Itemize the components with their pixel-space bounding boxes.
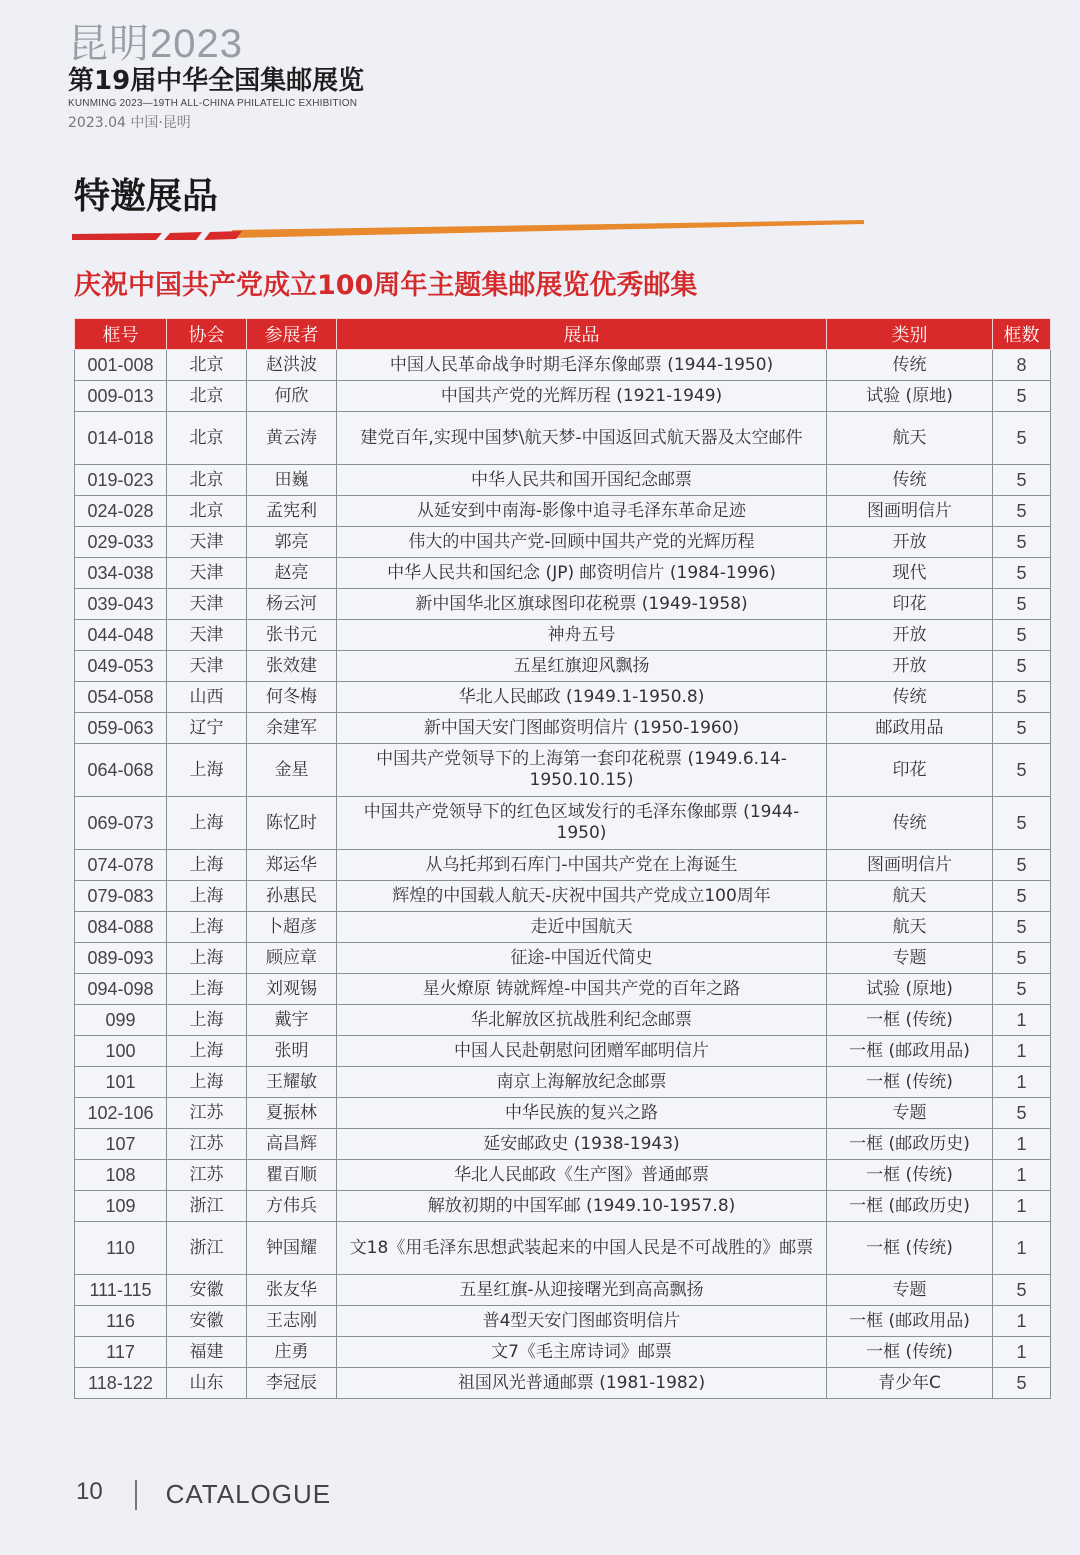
frame-count-cell: 1 [993, 1036, 1051, 1067]
exhibit-title-cell: 征途-中国近代简史 [337, 943, 827, 974]
exhibit-title-cell: 文18《用毛泽东思想武装起来的中国人民是不可战胜的》邮票 [337, 1222, 827, 1275]
table-row [75, 1160, 1051, 1191]
table-row [75, 496, 1051, 527]
frame-number-cell: 034-038 [75, 558, 167, 589]
frame-count-cell: 5 [993, 713, 1051, 744]
exhibitor-cell: 钟国耀 [247, 1222, 337, 1275]
exhibitor-cell: 高昌辉 [247, 1129, 337, 1160]
category-cell: 一框 (传统) [827, 1160, 993, 1191]
category-cell: 开放 [827, 651, 993, 682]
category-cell: 航天 [827, 912, 993, 943]
header-frame-no: 框号 [75, 319, 167, 350]
association-cell: 江苏 [167, 1098, 247, 1129]
table-row [75, 943, 1051, 974]
table-row [75, 1005, 1051, 1036]
section-title: 特邀展品 [74, 176, 219, 217]
header-exhibit: 展品 [337, 319, 827, 350]
table-row [75, 1306, 1051, 1337]
association-cell: 山东 [167, 1368, 247, 1399]
category-cell: 试验 (原地) [827, 974, 993, 1005]
frame-number-cell: 039-043 [75, 589, 167, 620]
association-cell: 上海 [167, 1036, 247, 1067]
divider-red-bar-2 [164, 232, 202, 240]
table-row [75, 412, 1051, 465]
header-exhibitor: 参展者 [247, 319, 337, 350]
exhibitor-cell: 郑运华 [247, 850, 337, 881]
table-row [75, 850, 1051, 881]
frame-count-cell: 5 [993, 381, 1051, 412]
frame-number-cell: 100 [75, 1036, 167, 1067]
association-cell: 浙江 [167, 1191, 247, 1222]
frame-number-cell: 064-068 [75, 744, 167, 797]
exhibitor-cell: 何欣 [247, 381, 337, 412]
exhibit-title-cell: 辉煌的中国载人航天-庆祝中国共产党成立100周年 [337, 881, 827, 912]
header-category: 类别 [827, 319, 993, 350]
frame-number-cell: 069-073 [75, 797, 167, 850]
exhibit-title-cell: 解放初期的中国军邮 (1949.10-1957.8) [337, 1191, 827, 1222]
divider-orange-line [232, 220, 864, 238]
frame-number-cell: 009-013 [75, 381, 167, 412]
category-cell: 印花 [827, 744, 993, 797]
english-subtitle: KUNMING 2023—19TH ALL-CHINA PHILATELIC EXHIBITION [68, 98, 358, 109]
exhibit-title-cell: 伟大的中国共产党-回顾中国共产党的光辉历程 [337, 527, 827, 558]
table-body [75, 350, 1051, 1399]
exhibitor-cell: 顾应章 [247, 943, 337, 974]
frame-count-cell: 1 [993, 1191, 1051, 1222]
frame-count-cell: 5 [993, 1098, 1051, 1129]
frame-number-cell: 059-063 [75, 713, 167, 744]
exhibit-table-wrap [74, 318, 1050, 1399]
exhibitor-cell: 王志刚 [247, 1306, 337, 1337]
association-cell: 江苏 [167, 1160, 247, 1191]
exhibitor-cell: 余建军 [247, 713, 337, 744]
frame-count-cell: 5 [993, 797, 1051, 850]
association-cell: 上海 [167, 974, 247, 1005]
frame-count-cell: 5 [993, 558, 1051, 589]
exhibit-title-cell: 新中国天安门图邮资明信片 (1950-1960) [337, 713, 827, 744]
table-row [75, 620, 1051, 651]
exhibitor-cell: 杨云河 [247, 589, 337, 620]
table-row [75, 558, 1051, 589]
table-row [75, 1275, 1051, 1306]
frame-count-cell: 5 [993, 744, 1051, 797]
exhibitor-cell: 陈忆时 [247, 797, 337, 850]
divider-red-bar-1 [72, 233, 162, 240]
frame-count-cell: 5 [993, 651, 1051, 682]
association-cell: 上海 [167, 744, 247, 797]
category-cell: 开放 [827, 620, 993, 651]
exhibit-title-cell: 中华人民共和国纪念 (JP) 邮资明信片 (1984-1996) [337, 558, 827, 589]
exhibit-title-cell: 新中国华北区旗球图印花税票 (1949-1958) [337, 589, 827, 620]
category-cell: 邮政用品 [827, 713, 993, 744]
table-row [75, 1222, 1051, 1275]
category-cell: 图画明信片 [827, 496, 993, 527]
category-cell: 一框 (邮政历史) [827, 1129, 993, 1160]
association-cell: 江苏 [167, 1129, 247, 1160]
table-row [75, 527, 1051, 558]
category-cell: 一框 (邮政历史) [827, 1191, 993, 1222]
exhibit-title-cell: 祖国风光普通邮票 (1981-1982) [337, 1368, 827, 1399]
category-cell: 专题 [827, 1098, 993, 1129]
frame-count-cell: 1 [993, 1129, 1051, 1160]
exhibitor-cell: 方伟兵 [247, 1191, 337, 1222]
category-cell: 专题 [827, 943, 993, 974]
table-row [75, 1067, 1051, 1098]
footer-label: CATALOGUE [165, 1479, 332, 1510]
exhibitor-cell: 张友华 [247, 1275, 337, 1306]
association-cell: 浙江 [167, 1222, 247, 1275]
category-cell: 印花 [827, 589, 993, 620]
frame-count-cell: 5 [993, 682, 1051, 713]
category-cell: 传统 [827, 682, 993, 713]
frame-number-cell: 049-053 [75, 651, 167, 682]
exhibitor-cell: 张明 [247, 1036, 337, 1067]
association-cell: 北京 [167, 381, 247, 412]
exhibit-title-cell: 从乌托邦到石库门-中国共产党在上海诞生 [337, 850, 827, 881]
exhibit-title-cell: 中国共产党领导下的红色区域发行的毛泽东像邮票 (1944-1950) [337, 797, 827, 850]
exhibitor-cell: 赵亮 [247, 558, 337, 589]
category-cell: 传统 [827, 465, 993, 496]
category-cell: 一框 (传统) [827, 1337, 993, 1368]
frame-number-cell: 074-078 [75, 850, 167, 881]
category-cell: 传统 [827, 350, 993, 381]
association-cell: 上海 [167, 1005, 247, 1036]
association-cell: 上海 [167, 850, 247, 881]
table-row [75, 1129, 1051, 1160]
table-row [75, 381, 1051, 412]
frame-count-cell: 5 [993, 527, 1051, 558]
table-row [75, 881, 1051, 912]
page-number: 10 [76, 1478, 103, 1505]
frame-count-cell: 1 [993, 1337, 1051, 1368]
frame-number-cell: 014-018 [75, 412, 167, 465]
divider-red-bar-3 [204, 231, 242, 240]
table-row [75, 350, 1051, 381]
exhibitor-cell: 瞿百顺 [247, 1160, 337, 1191]
category-cell: 一框 (传统) [827, 1005, 993, 1036]
exhibit-title-cell: 文7《毛主席诗词》邮票 [337, 1337, 827, 1368]
exhibition-header [68, 22, 364, 134]
exhibit-title-cell: 从延安到中南海-影像中追寻毛泽东革命足迹 [337, 496, 827, 527]
collection-subtitle: 庆祝中国共产党成立100周年主题集邮展览优秀邮集 [74, 270, 698, 301]
exhibit-title-cell: 星火燎原 铸就辉煌-中国共产党的百年之路 [337, 974, 827, 1005]
association-cell: 上海 [167, 912, 247, 943]
frame-count-cell: 1 [993, 1306, 1051, 1337]
association-cell: 上海 [167, 881, 247, 912]
frame-count-cell: 5 [993, 412, 1051, 465]
exhibition-title: 第19届中华全国集邮展览 [68, 66, 365, 96]
frame-count-cell: 8 [993, 350, 1051, 381]
exhibit-title-cell: 华北解放区抗战胜利纪念邮票 [337, 1005, 827, 1036]
frame-number-cell: 089-093 [75, 943, 167, 974]
category-cell: 一框 (邮政用品) [827, 1036, 993, 1067]
exhibitor-cell: 张书元 [247, 620, 337, 651]
frame-number-cell: 118-122 [75, 1368, 167, 1399]
frame-number-cell: 111-115 [75, 1275, 167, 1306]
frame-number-cell: 117 [75, 1337, 167, 1368]
exhibitor-cell: 卜超彦 [247, 912, 337, 943]
frame-count-cell: 5 [993, 1368, 1051, 1399]
association-cell: 安徽 [167, 1306, 247, 1337]
exhibit-title-cell: 中华民族的复兴之路 [337, 1098, 827, 1129]
category-cell: 航天 [827, 881, 993, 912]
category-cell: 青少年C [827, 1368, 993, 1399]
exhibit-title-cell: 华北人民邮政《生产图》普通邮票 [337, 1160, 827, 1191]
exhibit-title-cell: 普4型天安门图邮资明信片 [337, 1306, 827, 1337]
category-cell: 一框 (邮政用品) [827, 1306, 993, 1337]
frame-number-cell: 029-033 [75, 527, 167, 558]
exhibitor-cell: 孙惠民 [247, 881, 337, 912]
association-cell: 福建 [167, 1337, 247, 1368]
association-cell: 上海 [167, 797, 247, 850]
exhibitor-cell: 金星 [247, 744, 337, 797]
category-cell: 专题 [827, 1275, 993, 1306]
table-row [75, 1098, 1051, 1129]
table-row [75, 682, 1051, 713]
frame-number-cell: 102-106 [75, 1098, 167, 1129]
frame-number-cell: 116 [75, 1306, 167, 1337]
exhibit-title-cell: 中国人民赴朝慰问团赠军邮明信片 [337, 1036, 827, 1067]
association-cell: 天津 [167, 620, 247, 651]
association-cell: 天津 [167, 589, 247, 620]
association-cell: 天津 [167, 651, 247, 682]
frame-count-cell: 5 [993, 465, 1051, 496]
frame-number-cell: 001-008 [75, 350, 167, 381]
table-row [75, 974, 1051, 1005]
frame-number-cell: 109 [75, 1191, 167, 1222]
frame-number-cell: 099 [75, 1005, 167, 1036]
association-cell: 北京 [167, 496, 247, 527]
exhibit-table [74, 318, 1051, 1399]
exhibitor-cell: 王耀敏 [247, 1067, 337, 1098]
footer-separator [135, 1480, 137, 1510]
exhibitor-cell: 黄云涛 [247, 412, 337, 465]
header-frame-count: 框数 [993, 319, 1051, 350]
exhibit-title-cell: 中华人民共和国开国纪念邮票 [337, 465, 827, 496]
exhibitor-cell: 刘观锡 [247, 974, 337, 1005]
table-row [75, 1191, 1051, 1222]
table-header-row [75, 319, 1051, 350]
exhibitor-cell: 何冬梅 [247, 682, 337, 713]
table-row [75, 912, 1051, 943]
exhibit-title-cell: 神舟五号 [337, 620, 827, 651]
frame-number-cell: 107 [75, 1129, 167, 1160]
association-cell: 山西 [167, 682, 247, 713]
association-cell: 上海 [167, 943, 247, 974]
frame-number-cell: 054-058 [75, 682, 167, 713]
frame-count-cell: 1 [993, 1067, 1051, 1098]
exhibit-title-cell: 延安邮政史 (1938-1943) [337, 1129, 827, 1160]
association-cell: 北京 [167, 465, 247, 496]
association-cell: 天津 [167, 558, 247, 589]
association-cell: 北京 [167, 350, 247, 381]
table-row [75, 1368, 1051, 1399]
table-row [75, 465, 1051, 496]
header-association: 协会 [167, 319, 247, 350]
exhibitor-cell: 田巍 [247, 465, 337, 496]
section-divider [72, 218, 864, 242]
table-row [75, 589, 1051, 620]
exhibit-title-cell: 五星红旗迎风飘扬 [337, 651, 827, 682]
table-row [75, 797, 1051, 850]
frame-number-cell: 044-048 [75, 620, 167, 651]
association-cell: 辽宁 [167, 713, 247, 744]
exhibitor-cell: 郭亮 [247, 527, 337, 558]
frame-count-cell: 1 [993, 1160, 1051, 1191]
exhibitor-cell: 孟宪利 [247, 496, 337, 527]
frame-count-cell: 5 [993, 620, 1051, 651]
exhibit-title-cell: 中国共产党领导下的上海第一套印花税票 (1949.6.14-1950.10.15) [337, 744, 827, 797]
year-title: 昆明2023 [68, 22, 243, 66]
table-row [75, 744, 1051, 797]
frame-count-cell: 5 [993, 974, 1051, 1005]
exhibitor-cell: 张效建 [247, 651, 337, 682]
table-row [75, 713, 1051, 744]
exhibit-title-cell: 五星红旗-从迎接曙光到高高飘扬 [337, 1275, 827, 1306]
frame-count-cell: 5 [993, 881, 1051, 912]
table-row [75, 1337, 1051, 1368]
frame-number-cell: 110 [75, 1222, 167, 1275]
exhibitor-cell: 夏振林 [247, 1098, 337, 1129]
frame-count-cell: 5 [993, 850, 1051, 881]
frame-number-cell: 079-083 [75, 881, 167, 912]
page-footer [76, 1478, 331, 1510]
category-cell: 一框 (传统) [827, 1222, 993, 1275]
frame-count-cell: 5 [993, 1275, 1051, 1306]
frame-count-cell: 5 [993, 496, 1051, 527]
frame-number-cell: 024-028 [75, 496, 167, 527]
frame-count-cell: 5 [993, 912, 1051, 943]
date-location: 2023.04 中国·昆明 [68, 115, 191, 131]
table-row [75, 651, 1051, 682]
exhibit-title-cell: 中国人民革命战争时期毛泽东像邮票 (1944-1950) [337, 350, 827, 381]
frame-count-cell: 1 [993, 1005, 1051, 1036]
exhibit-title-cell: 建党百年,实现中国梦\航天梦-中国返回式航天器及太空邮件 [337, 412, 827, 465]
frame-count-cell: 5 [993, 943, 1051, 974]
frame-count-cell: 5 [993, 589, 1051, 620]
frame-number-cell: 084-088 [75, 912, 167, 943]
frame-number-cell: 101 [75, 1067, 167, 1098]
association-cell: 安徽 [167, 1275, 247, 1306]
association-cell: 天津 [167, 527, 247, 558]
association-cell: 北京 [167, 412, 247, 465]
association-cell: 上海 [167, 1067, 247, 1098]
frame-number-cell: 094-098 [75, 974, 167, 1005]
exhibitor-cell: 戴宇 [247, 1005, 337, 1036]
frame-count-cell: 1 [993, 1222, 1051, 1275]
category-cell: 开放 [827, 527, 993, 558]
exhibitor-cell: 庄勇 [247, 1337, 337, 1368]
category-cell: 现代 [827, 558, 993, 589]
frame-number-cell: 108 [75, 1160, 167, 1191]
frame-number-cell: 019-023 [75, 465, 167, 496]
category-cell: 传统 [827, 797, 993, 850]
table-row [75, 1036, 1051, 1067]
exhibit-title-cell: 走近中国航天 [337, 912, 827, 943]
exhibitor-cell: 赵洪波 [247, 350, 337, 381]
category-cell: 航天 [827, 412, 993, 465]
exhibit-title-cell: 南京上海解放纪念邮票 [337, 1067, 827, 1098]
category-cell: 图画明信片 [827, 850, 993, 881]
exhibit-title-cell: 中国共产党的光辉历程 (1921-1949) [337, 381, 827, 412]
exhibitor-cell: 李冠辰 [247, 1368, 337, 1399]
category-cell: 试验 (原地) [827, 381, 993, 412]
exhibit-title-cell: 华北人民邮政 (1949.1-1950.8) [337, 682, 827, 713]
category-cell: 一框 (传统) [827, 1067, 993, 1098]
